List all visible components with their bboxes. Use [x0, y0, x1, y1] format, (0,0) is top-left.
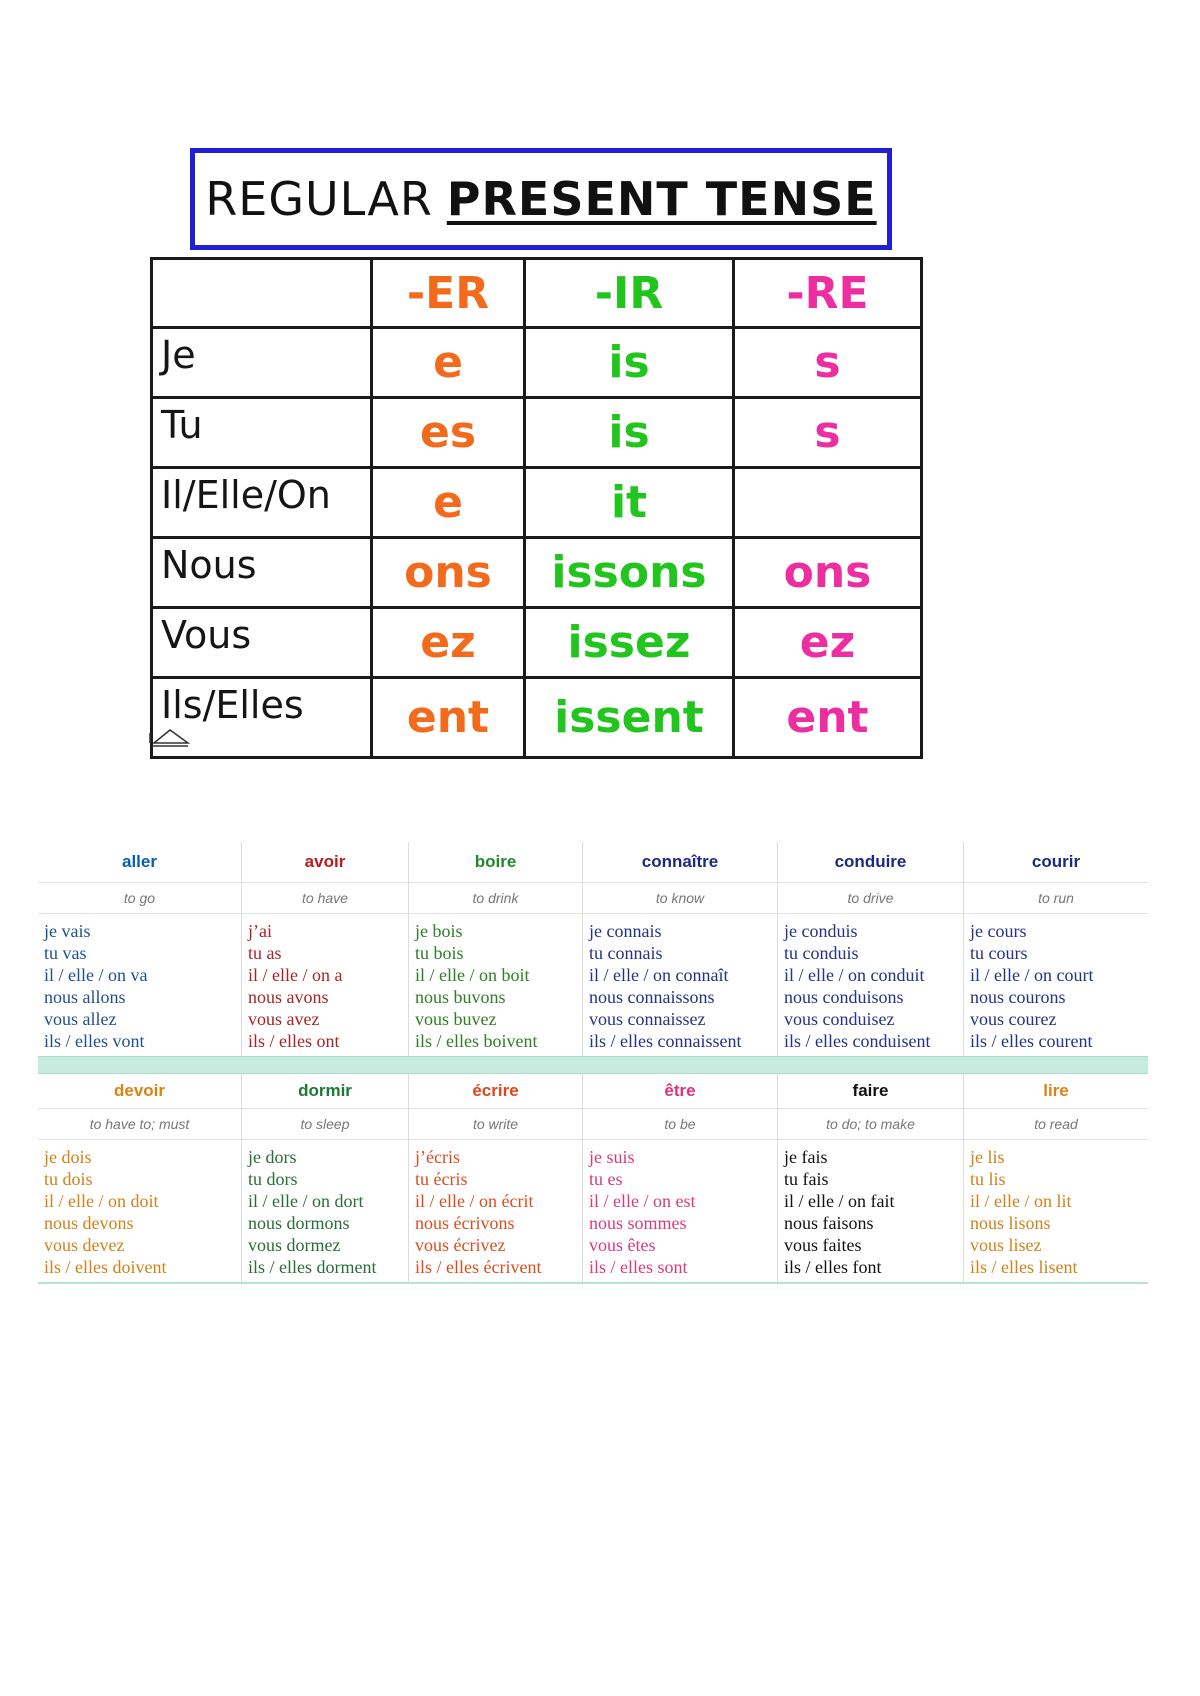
ending-er-cell: ent — [372, 678, 525, 758]
verb-name: conduire — [778, 842, 963, 883]
verb-forms — [38, 1140, 241, 1282]
verb-card-aller — [38, 842, 241, 1056]
verb-form: ils / elles vont — [44, 1031, 145, 1051]
verb-translation: to sleep — [242, 1109, 408, 1140]
verb-form: nous buvons — [415, 987, 506, 1007]
verb-forms — [583, 1140, 777, 1282]
endings-row — [152, 398, 922, 468]
verb-form: j’écris — [415, 1147, 460, 1167]
verb-form: il / elle / on court — [970, 965, 1094, 985]
verb-card-boire — [408, 842, 582, 1056]
title-present-tense: PRESENT TENSE — [446, 172, 877, 226]
verb-form: nous conduisons — [784, 987, 904, 1007]
verb-form: ils / elles connaissent — [589, 1031, 742, 1051]
verb-form: tu as — [248, 943, 282, 963]
verb-name: être — [583, 1074, 777, 1109]
ending-ir-cell: is — [525, 398, 734, 468]
ending-er-cell: ez — [372, 608, 525, 678]
ending-er-cell: ons — [372, 538, 525, 608]
verb-name: écrire — [409, 1074, 582, 1109]
pronoun-cell: Il/Elle/On — [152, 468, 372, 538]
verb-form: vous avez — [248, 1009, 320, 1029]
verb-form: il / elle / on dort — [248, 1191, 364, 1211]
verb-form: je fais — [784, 1147, 828, 1167]
ending-ir-cell: is — [525, 328, 734, 398]
verb-name: connaître — [583, 842, 777, 883]
verb-forms — [242, 914, 408, 1056]
ending-er-cell: es — [372, 398, 525, 468]
ending-er-cell: e — [372, 468, 525, 538]
verb-name: aller — [38, 842, 241, 883]
header-er: -ER — [372, 259, 525, 328]
ending-er-cell: e — [372, 328, 525, 398]
verb-name: courir — [964, 842, 1148, 883]
verb-form: nous allons — [44, 987, 126, 1007]
verb-card-avoir — [241, 842, 408, 1056]
verb-form: ils / elles ont — [248, 1031, 340, 1051]
verb-form: il / elle / on conduit — [784, 965, 925, 985]
verb-form: vous buvez — [415, 1009, 497, 1029]
verb-forms — [964, 914, 1148, 1056]
verb-form: nous avons — [248, 987, 329, 1007]
verb-form: vous connaissez — [589, 1009, 706, 1029]
verb-form: ils / elles écrivent — [415, 1257, 542, 1277]
verb-forms — [583, 914, 777, 1056]
verb-form: tu écris — [415, 1169, 468, 1189]
pronoun-cell: Je — [152, 328, 372, 398]
verb-form: nous courons — [970, 987, 1066, 1007]
ending-re-cell: s — [734, 398, 922, 468]
verb-form: tu connais — [589, 943, 663, 963]
verb-translation: to run — [964, 883, 1148, 914]
verb-form: vous courez — [970, 1009, 1057, 1029]
ending-re-cell: s — [734, 328, 922, 398]
pronoun-cell: Ils/Elles — [152, 678, 372, 758]
verbs-separator — [38, 1056, 1148, 1074]
endings-row — [152, 328, 922, 398]
verb-form: je dois — [44, 1147, 92, 1167]
verb-card-connaitre — [582, 842, 777, 1056]
verb-forms — [964, 1140, 1148, 1282]
verb-form: ils / elles doivent — [44, 1257, 167, 1277]
endings-row — [152, 678, 922, 758]
verb-translation: to drive — [778, 883, 963, 914]
verb-form: tu vas — [44, 943, 87, 963]
verb-translation: to drink — [409, 883, 582, 914]
verb-form: je vais — [44, 921, 91, 941]
verb-form: vous êtes — [589, 1235, 656, 1255]
verb-form: il / elle / on écrit — [415, 1191, 534, 1211]
endings-row — [152, 538, 922, 608]
endings-table — [150, 257, 923, 759]
verb-form: je cours — [970, 921, 1027, 941]
verb-translation: to go — [38, 883, 241, 914]
verb-form: je suis — [589, 1147, 635, 1167]
verb-forms — [778, 1140, 963, 1282]
verb-translation: to have to; must — [38, 1109, 241, 1140]
ending-ir-cell: issent — [525, 678, 734, 758]
verb-form: j’ai — [248, 921, 272, 941]
pronoun-cell: Tu — [152, 398, 372, 468]
verb-form: vous devez — [44, 1235, 125, 1255]
verb-form: il / elle / on connaît — [589, 965, 729, 985]
pronoun-cell: Nous — [152, 538, 372, 608]
ending-re-cell: ez — [734, 608, 922, 678]
verbs-bottom-border — [38, 1282, 1148, 1284]
verb-name: boire — [409, 842, 582, 883]
verb-card-devoir — [38, 1074, 241, 1282]
verb-form: il / elle / on va — [44, 965, 148, 985]
verb-form: tu lis — [970, 1169, 1006, 1189]
verb-form: il / elle / on est — [589, 1191, 696, 1211]
verb-form: nous dormons — [248, 1213, 350, 1233]
verb-form: il / elle / on a — [248, 965, 343, 985]
header-ir: -IR — [525, 259, 734, 328]
verb-form: ils / elles boivent — [415, 1031, 538, 1051]
verb-card-conduire — [777, 842, 963, 1056]
endings-row — [152, 608, 922, 678]
ending-ir-cell: issez — [525, 608, 734, 678]
endings-header-row — [152, 259, 922, 328]
verb-form: vous allez — [44, 1009, 117, 1029]
verb-name: avoir — [242, 842, 408, 883]
verb-form: je lis — [970, 1147, 1005, 1167]
verb-form: tu dois — [44, 1169, 93, 1189]
verb-form: nous devons — [44, 1213, 134, 1233]
verb-form: nous connaissons — [589, 987, 715, 1007]
table-resize-handle-icon[interactable] — [148, 727, 190, 747]
title-regular: REGULAR — [205, 172, 433, 226]
verb-form: vous écrivez — [415, 1235, 506, 1255]
verb-card-courir — [963, 842, 1148, 1056]
verb-form: vous dormez — [248, 1235, 341, 1255]
verb-form: ils / elles dorment — [248, 1257, 377, 1277]
verb-form: je connais — [589, 921, 662, 941]
verb-card-faire — [777, 1074, 963, 1282]
endings-corner-cell — [152, 259, 372, 328]
endings-row — [152, 468, 922, 538]
verb-form: tu dors — [248, 1169, 298, 1189]
verb-card-lire — [963, 1074, 1148, 1282]
verb-form: tu fais — [784, 1169, 829, 1189]
verb-form: nous écrivons — [415, 1213, 515, 1233]
verb-form: il / elle / on lit — [970, 1191, 1072, 1211]
verb-form: il / elle / on doit — [44, 1191, 159, 1211]
verb-form: ils / elles sont — [589, 1257, 688, 1277]
ending-re-cell — [734, 468, 922, 538]
verb-forms — [409, 914, 582, 1056]
verb-form: nous sommes — [589, 1213, 687, 1233]
verb-card-ecrire — [408, 1074, 582, 1282]
verb-name: devoir — [38, 1074, 241, 1109]
verb-forms — [242, 1140, 408, 1282]
ending-ir-cell: it — [525, 468, 734, 538]
verb-form: je dors — [248, 1147, 297, 1167]
verb-form: ils / elles courent — [970, 1031, 1093, 1051]
verb-form: il / elle / on boit — [415, 965, 530, 985]
verbs-row-2 — [38, 1074, 1148, 1282]
verb-translation: to read — [964, 1109, 1148, 1140]
ending-re-cell: ent — [734, 678, 922, 758]
verb-form: ils / elles font — [784, 1257, 882, 1277]
ending-ir-cell: issons — [525, 538, 734, 608]
verb-form: tu es — [589, 1169, 623, 1189]
verb-form: tu bois — [415, 943, 464, 963]
verb-form: vous conduisez — [784, 1009, 895, 1029]
verb-form: je conduis — [784, 921, 858, 941]
verb-card-dormir — [241, 1074, 408, 1282]
verb-name: faire — [778, 1074, 963, 1109]
verbs-row-1 — [38, 842, 1148, 1056]
header-re: -RE — [734, 259, 922, 328]
verb-name: lire — [964, 1074, 1148, 1109]
title-box — [190, 148, 892, 250]
verb-form: tu conduis — [784, 943, 859, 963]
verb-form: nous faisons — [784, 1213, 874, 1233]
verb-form: il / elle / on fait — [784, 1191, 895, 1211]
pronoun-cell: Vous — [152, 608, 372, 678]
irregular-verbs-grid — [38, 842, 1148, 1284]
verb-card-etre — [582, 1074, 777, 1282]
verb-translation: to do; to make — [778, 1109, 963, 1140]
verb-form: nous lisons — [970, 1213, 1051, 1233]
verb-form: ils / elles conduisent — [784, 1031, 931, 1051]
verb-form: tu cours — [970, 943, 1028, 963]
verb-form: vous faites — [784, 1235, 862, 1255]
ending-re-cell: ons — [734, 538, 922, 608]
verb-forms — [409, 1140, 582, 1282]
verb-name: dormir — [242, 1074, 408, 1109]
verb-translation: to know — [583, 883, 777, 914]
verb-form: ils / elles lisent — [970, 1257, 1078, 1277]
verb-translation: to be — [583, 1109, 777, 1140]
verb-form: je bois — [415, 921, 463, 941]
verb-forms — [778, 914, 963, 1056]
verb-translation: to have — [242, 883, 408, 914]
verb-translation: to write — [409, 1109, 582, 1140]
verb-form: vous lisez — [970, 1235, 1042, 1255]
verb-forms — [38, 914, 241, 1056]
